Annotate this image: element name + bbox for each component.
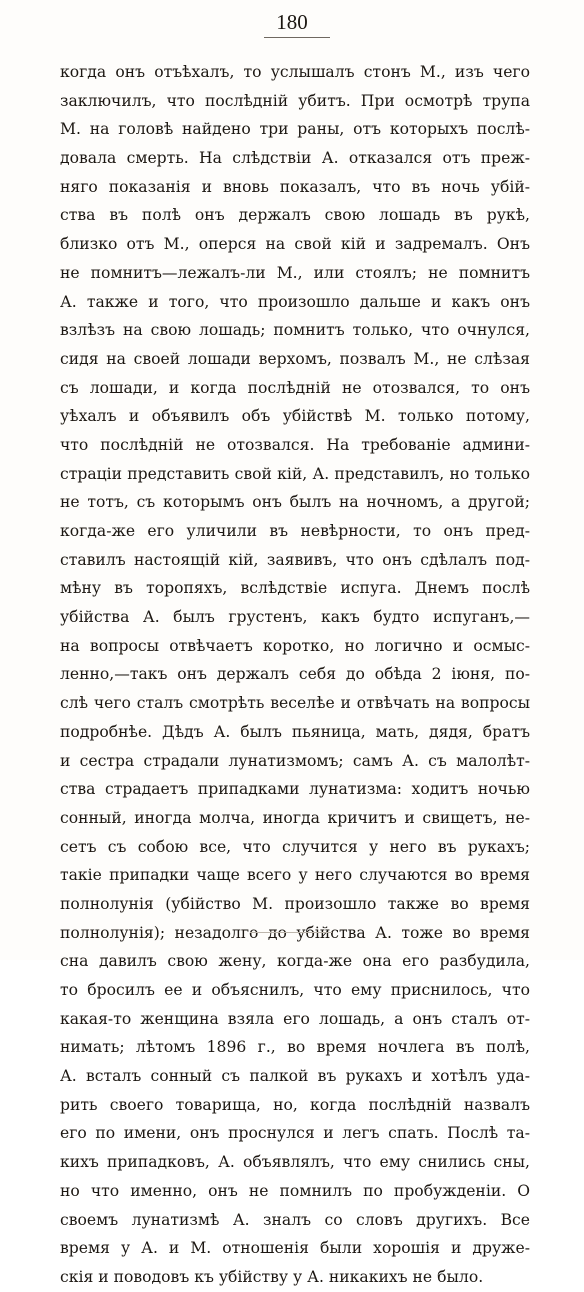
text-line: не тотъ, съ которымъ онъ былъ на ночномъ, а другой; [60,493,530,512]
text-line: и сестра страдали лунатизмомъ; самъ А. съ малолѣт- [60,751,530,770]
text-line: на вопросы отвѣчаетъ коротко, но логично и осмыс- [60,636,530,655]
text-line: страціи представить свой кій, А. представилъ, но только [60,464,530,483]
text-line: ленно,—такъ онъ держалъ себя до обѣда 2 іюня, по- [60,665,530,684]
text-line: его по имени, онъ проснулся и легъ спать. Послѣ та- [60,1124,530,1143]
text-line: ставилъ настоящій кій, заявивъ, что онъ сдѣлалъ под- [60,550,530,569]
text-line: кихъ припадковъ, А. объявлялъ, что ему снились сны, [60,1153,530,1172]
page-number: 180 [276,10,308,34]
text-line: такіе припадки чаще всего у него случаются во время [60,866,530,885]
text-line: что послѣдній не отозвался. На требованіе админи- [60,435,530,454]
text-line: убійства А. былъ грустенъ, какъ будто испуганъ,— [60,608,530,627]
text-line: А. всталъ сонный съ палкой въ рукахъ и хотѣлъ уда- [60,1067,530,1086]
text-line: заключилъ, что послѣдній убитъ. При осмотрѣ трупа [60,91,530,110]
text-line: съ лошади, и когда послѣдній не отозвался, то онъ [60,378,530,397]
text-line: полнолунія); незадолго до убійства А. тоже во время [60,923,530,942]
text-line: какая-то женщина взяла его лошадь, а онъ сталъ от- [60,1009,530,1028]
text-line: сонный, иногда молча, иногда кричитъ и свищетъ, не- [60,808,530,827]
text-line: ства въ полѣ онъ держалъ свою лошадь въ рукѣ, [60,206,530,225]
header-rule [264,37,330,38]
text-line: когда-же его уличили въ невѣрности, то онъ пред- [60,522,530,540]
text-line: сидя на своей лошади верхомъ, позвалъ М., не слѣзая [60,349,530,368]
text-line: мѣну въ торопяхъ, вслѣдствіе испуга. Днемъ послѣ [60,579,530,598]
text-line: своемъ лунатизмѣ А. зналъ со словъ другихъ. Все [60,1210,530,1229]
text-line: время у А. и М. отношенія были хорошія и друже- [60,1239,530,1258]
text-line: нимать; лѣтомъ 1896 г., во время ночлега въ полѣ, [60,1038,530,1057]
text-line: ства страдаетъ припадками лунатизма: ходитъ ночью [60,780,530,799]
text-line: скія и поводовъ къ убійству у А. никакихъ не было. [60,1267,484,1286]
text-line: полнолунія (убійство М. произошло также во время [60,894,530,913]
text-line: но что именно, онъ не помнилъ по пробужденіи. О [60,1181,530,1200]
text-line: близко отъ М., оперся на свой кій и задремалъ. Онъ [60,235,530,254]
text-line: подробнѣе. Дѣдъ А. былъ пьяница, мать, дядя, братъ [60,722,530,741]
text-line: довала смерть. На слѣдствіи А. отказался отъ преж- [60,149,530,168]
text-line: когда онъ отъѣхалъ, то услышалъ стонъ М., изъ чего [60,63,530,81]
text-line: М. на головѣ найдено три раны, отъ которыхъ послѣ- [60,120,530,139]
text-line: слѣ чего сталъ смотрѣть веселѣе и отвѣчать на вопросы [60,694,530,713]
text-line: сетъ съ собою все, что случится у него въ рукахъ; [60,837,530,856]
text-line: рить своего товарища, но, когда послѣдній назвалъ [60,1095,530,1114]
text-line: взлѣзъ на свою лошадь; помнитъ только, что очнулся, [60,321,530,340]
text-line: няго показанія и вновь показалъ, что въ ночь убій- [60,177,530,196]
text-line: не помнитъ—лежалъ-ли М., или стоялъ; не помнитъ [60,263,530,282]
bottom-rule [250,932,332,933]
text-line: то бросилъ ее и объяснилъ, что ему приснилось, что [60,981,530,999]
text-block [60,58,530,1292]
text-line: сна давилъ свою жену, когда-же она его разбудила, [60,952,530,971]
text-line: уѣхалъ и объявилъ объ убійствѣ М. только потому, [60,407,530,426]
text-line: А. также и того, что произошло дальше и какъ онъ [60,292,530,311]
